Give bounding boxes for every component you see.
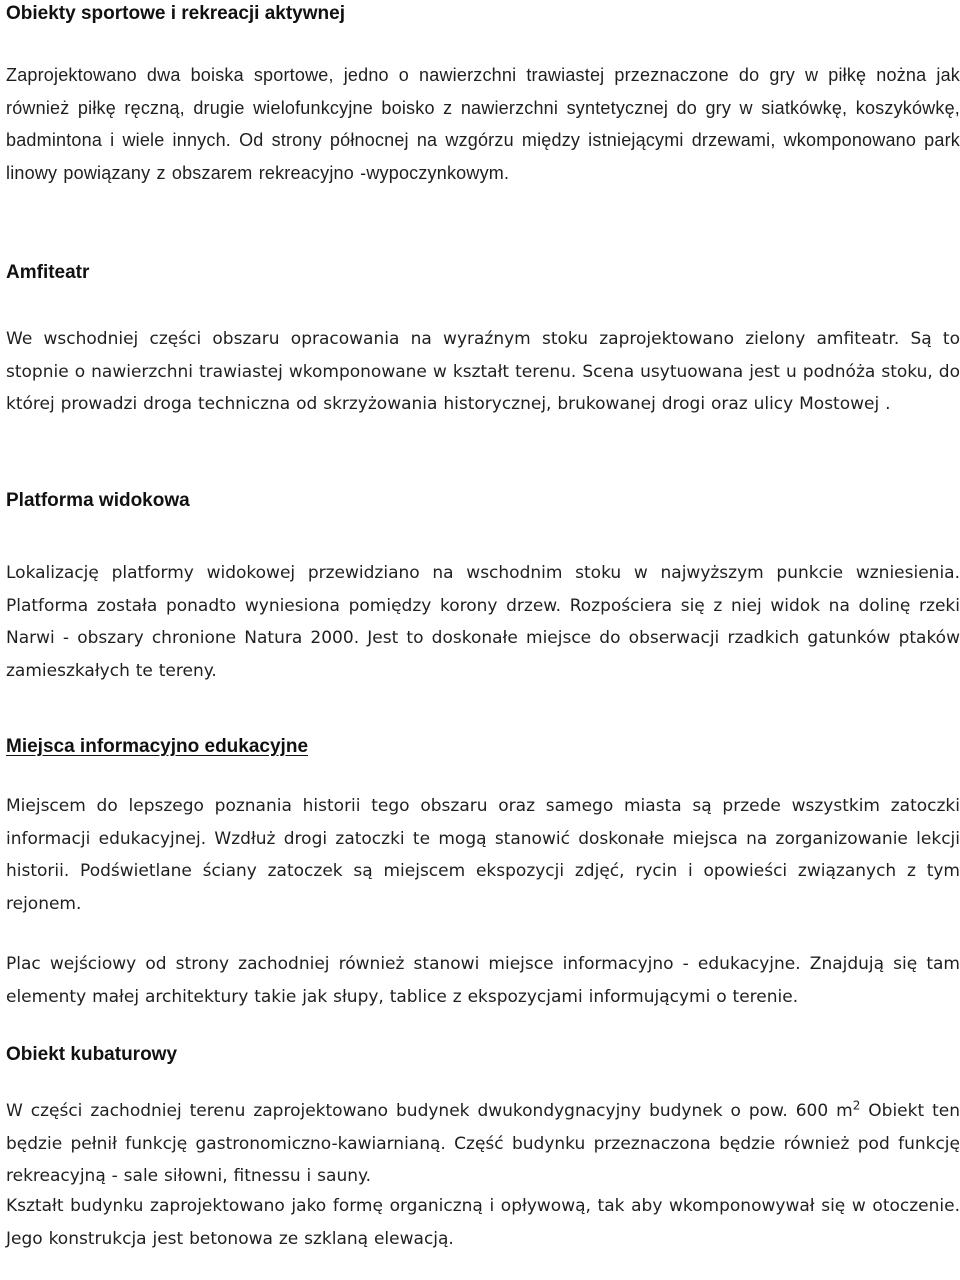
paragraph-obiekt-rest: Obiekt ten będzie pełnił funkcję gastronomiczno-kawiarnianą. Część budynku przeznaczona będzie również pod funkcję rekreacyjną - sale siłowni, fitnessu i sauny. — [6, 1101, 960, 1186]
heading-amfiteatr: Amfiteatr — [6, 262, 90, 283]
paragraph-amfiteatr: We wschodniej części obszaru opracowania na wyraźnym stoku zaprojektowano zielony amfiteatr. Są to stopnie o nawierzchni trawiastej wkomponowane w kształt terenu. Scena usytuowana jest u podnóża stoku, do której prowadzi droga techniczna od skrzyżowania historycznej, brukowanej drogi oraz ulicy Mostowej . — [6, 329, 960, 414]
heading-platforma-widokowa: Platforma widokowa — [6, 490, 190, 511]
paragraph-miejsca-2: Plac wejściowy od strony zachodniej również stanowi miejsce informacyjno - edukacyjne. Znajdują się tam elementy małej architektury takie jak słupy, tablice z ekspozycjami informującymi o terenie. — [6, 954, 960, 1007]
paragraph-obiekt-kubaturowy-2: Kształt budynku zaprojektowano jako formę organiczną i opływową, tak aby wkomponowywał się w otoczenie. Jego konstrukcja jest betonowa ze szklaną elewacją. — [6, 1196, 960, 1249]
paragraph-obiekt-main: W części zachodniej terenu zaprojektowano budynek dwukondygnacyjny budynek o pow. 600 m — [6, 1101, 853, 1121]
heading-obiekt-kubaturowy: Obiekt kubaturowy — [6, 1044, 178, 1065]
paragraph-platforma-widokowa: Lokalizację platformy widokowej przewidziano na wschodnim stoku w najwyższym punkcie wzniesienia. Platforma została ponadto wyniesiona pomiędzy korony drzew. Rozpościera się z niej widok na dolinę rzeki Narwi - obszary chronione Natura 2000. Jest to doskonałe miejsce do obserwacji rzadkich gatunków ptaków zamieszkałych te tereny. — [6, 563, 960, 681]
paragraph-obiekty-sportowe: Zaprojektowano dwa boiska sportowe, jedno o nawierzchni trawiastej przeznaczone do gry w piłkę nożna jak również piłkę ręczną, drugie wielofunkcyjne boisko z nawierzchni syntetycznej do gry w siatkówkę, koszykówkę, badmintona i wiele innych. Od strony północnej na wzgórzu między istniejącymi drzewami, wkomponowano park linowy powiązany z obszarem rekreacyjno -wypoczynkowym. — [6, 65, 960, 183]
heading-obiekty-sportowe: Obiekty sportowe i rekreacji aktywnej — [6, 3, 345, 24]
heading-miejsca-informacyjno-edukacyjne: Miejsca informacyjno edukacyjne — [6, 736, 309, 757]
paragraph-miejsca-1: Miejscem do lepszego poznania historii tego obszaru oraz samego miasta są przede wszystkim zatoczki informacji edukacyjnej. Wzdłuż drogi zatoczki te mogą stanowić doskonałe miejsca na zorganizowanie lekcji historii. Podświetlane ściany zatoczek są miejscem ekspozycji zdjęć, rycin i opowieści związanych z tym rejonem. — [6, 796, 960, 914]
paragraph-obiekt-kubaturowy-1 — [6, 1095, 960, 1193]
area-superscript: 2 — [852, 1098, 861, 1113]
